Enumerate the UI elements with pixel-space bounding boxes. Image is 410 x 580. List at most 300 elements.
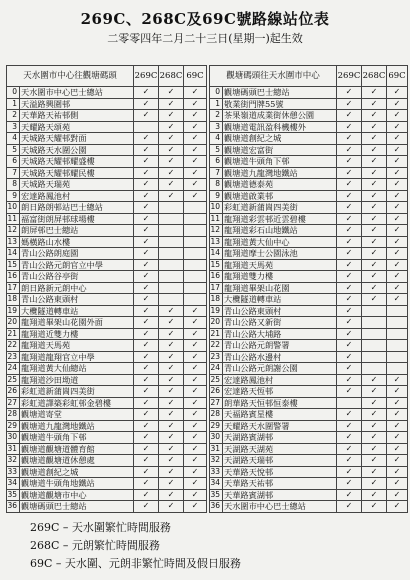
stop-number: 9 [7,190,20,202]
check-mark-icon: ✓ [387,432,408,444]
stop-number: 0 [7,87,20,99]
stop-name: 青山公路大埔路 [223,328,337,340]
check-mark-icon: ✓ [337,466,362,478]
table-row [210,282,408,294]
table-row [7,167,207,179]
stop-number: 23 [210,351,223,363]
stop-name: 龍翔道彩雲邨近雲碧樓 [223,213,337,225]
check-mark-icon: ✓ [134,374,159,386]
check-mark-icon: ✓ [387,386,408,398]
empty-cell [362,363,387,375]
check-mark-icon: ✓ [362,294,387,306]
stop-name: 宏達路天恆邨 [223,386,337,398]
check-mark-icon: ✓ [337,144,362,156]
check-mark-icon: ✓ [337,294,362,306]
check-mark-icon: ✓ [159,466,184,478]
check-mark-icon: ✓ [387,133,408,145]
stop-name: 天水圍市中心巴士總站 [223,501,337,513]
stop-number: 1 [210,98,223,110]
stop-number: 28 [210,409,223,421]
check-mark-icon: ✓ [387,179,408,191]
table-row [210,340,408,352]
stop-number: 11 [210,213,223,225]
table-row [210,397,408,409]
check-mark-icon: ✓ [337,363,362,375]
stop-number: 1 [7,98,20,110]
check-mark-icon: ✓ [337,167,362,179]
stop-name: 彩虹道新蒲崗四美街 [20,386,134,398]
check-mark-icon: ✓ [159,121,184,133]
stop-name: 龍翔道黃大仙中心 [223,236,337,248]
empty-cell [362,328,387,340]
stop-number: 20 [210,317,223,329]
stop-number: 25 [7,374,20,386]
check-mark-icon: ✓ [387,190,408,202]
table-row [210,489,408,501]
stop-name: 天華路天祐邨側 [20,110,134,122]
table-row [210,110,408,122]
stop-number: 17 [210,282,223,294]
stop-number: 20 [7,317,20,329]
table-row [7,489,207,501]
table-row [210,225,408,237]
table-row [7,351,207,363]
check-mark-icon: ✓ [362,144,387,156]
empty-cell [337,397,362,409]
stop-name: 觀塘道牛頭角下邨 [223,156,337,168]
check-mark-icon: ✓ [184,98,207,110]
check-mark-icon: ✓ [159,409,184,421]
check-mark-icon: ✓ [134,420,159,432]
stop-name: 敬業街門牌55號 [223,98,337,110]
stop-name: 青山公路元朗官立中學 [20,259,134,271]
check-mark-icon: ✓ [159,98,184,110]
check-mark-icon: ✓ [134,409,159,421]
empty-cell [159,294,184,306]
check-mark-icon: ✓ [184,156,207,168]
check-mark-icon: ✓ [337,225,362,237]
route-header-69c: 69C [184,66,207,87]
check-mark-icon: ✓ [134,248,159,260]
table-row [7,190,207,202]
empty-cell [184,225,207,237]
check-mark-icon: ✓ [134,87,159,99]
stop-number: 13 [210,236,223,248]
check-mark-icon: ✓ [362,190,387,202]
stop-number: 34 [7,478,20,490]
stop-number: 30 [7,432,20,444]
empty-cell [184,271,207,283]
check-mark-icon: ✓ [184,133,207,145]
stop-number: 32 [7,455,20,467]
table-row [7,409,207,421]
check-mark-icon: ✓ [387,259,408,271]
check-mark-icon: ✓ [337,455,362,467]
stop-number: 31 [7,443,20,455]
stop-number: 34 [210,478,223,490]
stop-name: 觀塘道九龍灣地鐵站 [223,167,337,179]
stop-name: 天湖路賓湖邨 [223,432,337,444]
empty-cell [159,236,184,248]
check-mark-icon: ✓ [362,432,387,444]
stop-name: 觀塘道牛頭角下邨 [20,432,134,444]
table-row [7,374,207,386]
stop-name: 青山公路東頭村 [20,294,134,306]
check-mark-icon: ✓ [337,87,362,99]
check-mark-icon: ✓ [184,110,207,122]
stop-name: 觀塘道九龍灣地鐵站 [20,420,134,432]
check-mark-icon: ✓ [362,386,387,398]
empty-cell [184,236,207,248]
table-row [210,144,408,156]
stop-name: 龍翔道黃大仙總站 [20,363,134,375]
check-mark-icon: ✓ [362,110,387,122]
check-mark-icon: ✓ [387,489,408,501]
table-row [7,213,207,225]
stop-name: 宏達路鳳池村 [20,190,134,202]
stop-name: 茶果嶺道成業街休憩公園 [223,110,337,122]
table-row [210,156,408,168]
empty-cell [159,271,184,283]
stop-name: 觀塘道牛頭角地鐵站 [20,478,134,490]
table-row [210,317,408,329]
stop-number: 8 [210,179,223,191]
stop-name: 朗日路新元朗中心 [20,282,134,294]
check-mark-icon: ✓ [184,167,207,179]
check-mark-icon: ✓ [159,156,184,168]
empty-cell [387,340,408,352]
table-row [7,340,207,352]
check-mark-icon: ✓ [387,144,408,156]
stop-number: 19 [7,305,20,317]
check-mark-icon: ✓ [159,351,184,363]
route-header-268c: 268C [362,66,387,87]
check-mark-icon: ✓ [337,282,362,294]
check-mark-icon: ✓ [134,213,159,225]
check-mark-icon: ✓ [362,121,387,133]
stop-number: 26 [210,386,223,398]
stop-number: 28 [7,409,20,421]
stop-name: 朗屏邨巴士總站 [20,225,134,237]
check-mark-icon: ✓ [387,397,408,409]
table-row [210,466,408,478]
stop-number: 18 [7,294,20,306]
stop-number: 7 [7,167,20,179]
stop-name: 彩虹道新蒲崗四美街 [223,202,337,214]
table-row [210,133,408,145]
table-row [7,420,207,432]
stop-name: 彩虹道譯築彩虹邨金碧樓 [20,397,134,409]
stop-number: 33 [7,466,20,478]
check-mark-icon: ✓ [337,305,362,317]
empty-cell [184,259,207,271]
check-mark-icon: ✓ [134,133,159,145]
check-mark-icon: ✓ [387,248,408,260]
table-row [7,133,207,145]
stop-name: 天城路天耀邨對面 [20,133,134,145]
check-mark-icon: ✓ [159,305,184,317]
stop-name: 龍翔道畢架山花園 [223,282,337,294]
effective-date: 二零零四年二月二十三日(星期一)起生效 [107,32,303,45]
table-row [210,409,408,421]
stop-number: 10 [7,202,20,214]
check-mark-icon: ✓ [159,133,184,145]
table-row [210,271,408,283]
table-row [7,305,207,317]
stop-name: 天華路天祐邨 [223,478,337,490]
check-mark-icon: ✓ [337,156,362,168]
table-row [210,98,408,110]
stop-number: 26 [7,386,20,398]
check-mark-icon: ✓ [184,466,207,478]
check-mark-icon: ✓ [337,317,362,329]
check-mark-icon: ✓ [387,213,408,225]
table-row [7,317,207,329]
check-mark-icon: ✓ [362,213,387,225]
empty-cell [134,121,159,133]
check-mark-icon: ✓ [184,121,207,133]
stop-name: 大欖隧道轉車站 [223,294,337,306]
stop-number: 29 [7,420,20,432]
table-row [210,167,408,179]
stop-number: 8 [7,179,20,191]
stop-number: 14 [210,248,223,260]
check-mark-icon: ✓ [134,317,159,329]
check-mark-icon: ✓ [337,443,362,455]
check-mark-icon: ✓ [134,432,159,444]
check-mark-icon: ✓ [159,167,184,179]
stop-name: 天城路天水圍公園 [20,144,134,156]
check-mark-icon: ✓ [134,259,159,271]
check-mark-icon: ✓ [134,202,159,214]
check-mark-icon: ✓ [362,478,387,490]
check-mark-icon: ✓ [362,98,387,110]
table-row [7,110,207,122]
stop-name: 天城路天耀邨耀盛樓 [20,156,134,168]
stop-name: 龍翔道彩石山地鐵站 [223,225,337,237]
check-mark-icon: ✓ [387,236,408,248]
table-row [7,455,207,467]
stop-number: 4 [7,133,20,145]
stop-number: 36 [210,501,223,513]
check-mark-icon: ✓ [362,156,387,168]
check-mark-icon: ✓ [362,248,387,260]
check-mark-icon: ✓ [387,156,408,168]
check-mark-icon: ✓ [387,466,408,478]
check-mark-icon: ✓ [184,87,207,99]
check-mark-icon: ✓ [362,87,387,99]
empty-cell [184,213,207,225]
check-mark-icon: ✓ [134,328,159,340]
check-mark-icon: ✓ [387,294,408,306]
stop-name: 龍翔道畢架山花園外面 [20,317,134,329]
stop-name: 朗華路天恒邨恒泰樓 [223,397,337,409]
table-row [7,144,207,156]
stop-number: 33 [210,466,223,478]
stop-name: 福富街朗屏邨球場樓 [20,213,134,225]
check-mark-icon: ✓ [159,179,184,191]
table-row [210,248,408,260]
check-mark-icon: ✓ [184,443,207,455]
check-mark-icon: ✓ [362,374,387,386]
table-row [210,455,408,467]
stop-name: 觀塘道啟業邨 [223,190,337,202]
stop-number: 35 [210,489,223,501]
check-mark-icon: ✓ [159,478,184,490]
table-row [7,248,207,260]
table-row [7,466,207,478]
table-row [210,374,408,386]
stop-number: 13 [7,236,20,248]
table-row [7,443,207,455]
empty-cell [387,363,408,375]
route-header-269c: 269C [134,66,159,87]
table-row [210,363,408,375]
table-row [7,225,207,237]
check-mark-icon: ✓ [159,317,184,329]
stop-name: 天溢路興圍邨 [20,98,134,110]
check-mark-icon: ✓ [387,501,408,513]
check-mark-icon: ✓ [184,351,207,363]
check-mark-icon: ✓ [184,179,207,191]
table-row [210,202,408,214]
stop-number: 6 [210,156,223,168]
table-row [7,271,207,283]
direction-header: 天水圍市中心往觀塘碼頭 [7,66,134,87]
stop-name: 媽橫路山水樓 [20,236,134,248]
stop-number: 19 [210,305,223,317]
check-mark-icon: ✓ [134,478,159,490]
table-row [7,282,207,294]
check-mark-icon: ✓ [134,386,159,398]
stop-number: 36 [7,501,20,513]
stop-name: 龍翔道沙田坳道 [20,374,134,386]
stop-number: 29 [210,420,223,432]
empty-cell [362,305,387,317]
check-mark-icon: ✓ [184,420,207,432]
check-mark-icon: ✓ [184,317,207,329]
empty-cell [159,202,184,214]
check-mark-icon: ✓ [134,489,159,501]
check-mark-icon: ✓ [337,179,362,191]
stop-number: 0 [210,87,223,99]
check-mark-icon: ✓ [134,455,159,467]
stop-name: 觀塘道電訊盈科機樓外 [223,121,337,133]
stop-number: 15 [210,259,223,271]
check-mark-icon: ✓ [134,397,159,409]
page-title: 269C、268C及69C號路線站位表 [80,10,330,28]
stop-name: 青山公路朗庭園 [20,248,134,260]
stop-name: 青山公路谷亭街 [20,271,134,283]
check-mark-icon: ✓ [337,248,362,260]
check-mark-icon: ✓ [134,282,159,294]
stop-name: 龍翔道天馬苑 [223,259,337,271]
check-mark-icon: ✓ [337,98,362,110]
table-row [7,294,207,306]
stop-name: 觀塘道觀塘市中心 [20,489,134,501]
stop-number: 17 [7,282,20,294]
stop-name: 青山公路元朗警署 [223,340,337,352]
check-mark-icon: ✓ [134,179,159,191]
direction-header: 觀塘碼頭往天水圍市中心 [210,66,337,87]
route-header-268c: 268C [159,66,184,87]
check-mark-icon: ✓ [387,271,408,283]
check-mark-icon: ✓ [387,167,408,179]
check-mark-icon: ✓ [387,87,408,99]
check-mark-icon: ✓ [184,386,207,398]
check-mark-icon: ✓ [159,386,184,398]
check-mark-icon: ✓ [387,282,408,294]
check-mark-icon: ✓ [184,363,207,375]
empty-cell [159,225,184,237]
check-mark-icon: ✓ [159,420,184,432]
check-mark-icon: ✓ [387,455,408,467]
table-row [7,363,207,375]
table-row [210,294,408,306]
stop-number: 16 [210,271,223,283]
check-mark-icon: ✓ [362,236,387,248]
stop-name: 龍翔道摩士公園泳池 [223,248,337,260]
check-mark-icon: ✓ [362,466,387,478]
table-row [210,87,408,99]
check-mark-icon: ✓ [362,167,387,179]
stop-name: 青山公路又新街 [223,317,337,329]
stop-name: 大欖隧道轉車站 [20,305,134,317]
check-mark-icon: ✓ [159,363,184,375]
check-mark-icon: ✓ [337,236,362,248]
table-row [7,98,207,110]
stop-number: 22 [210,340,223,352]
check-mark-icon: ✓ [337,374,362,386]
stop-name: 龍翔道近雙力樓 [20,328,134,340]
route-header-69c: 69C [387,66,408,87]
stop-name: 天城路天耀邨耀民樓 [20,167,134,179]
stop-name: 觀塘碼頭巴士總站 [20,501,134,513]
check-mark-icon: ✓ [362,455,387,467]
empty-cell [387,317,408,329]
check-mark-icon: ✓ [184,144,207,156]
check-mark-icon: ✓ [134,167,159,179]
stop-number: 14 [7,248,20,260]
check-mark-icon: ✓ [159,501,184,513]
empty-cell [362,317,387,329]
check-mark-icon: ✓ [159,144,184,156]
check-mark-icon: ✓ [387,374,408,386]
empty-cell [159,259,184,271]
empty-cell [184,248,207,260]
check-mark-icon: ✓ [184,489,207,501]
check-mark-icon: ✓ [362,409,387,421]
stop-number: 23 [7,351,20,363]
check-mark-icon: ✓ [337,259,362,271]
table-row [7,87,207,99]
check-mark-icon: ✓ [184,190,207,202]
check-mark-icon: ✓ [387,478,408,490]
table-row [7,501,207,513]
stop-number: 15 [7,259,20,271]
check-mark-icon: ✓ [134,351,159,363]
check-mark-icon: ✓ [184,305,207,317]
stop-number: 2 [7,110,20,122]
check-mark-icon: ✓ [134,144,159,156]
stop-number: 21 [210,328,223,340]
check-mark-icon: ✓ [184,409,207,421]
stop-name: 觀塘道德泰苑 [223,179,337,191]
legend-69c: 69C – 天水圍、元朗非繁忙時間及假日服務 [30,557,241,570]
stop-number: 27 [7,397,20,409]
check-mark-icon: ✓ [337,202,362,214]
table-row [7,202,207,214]
